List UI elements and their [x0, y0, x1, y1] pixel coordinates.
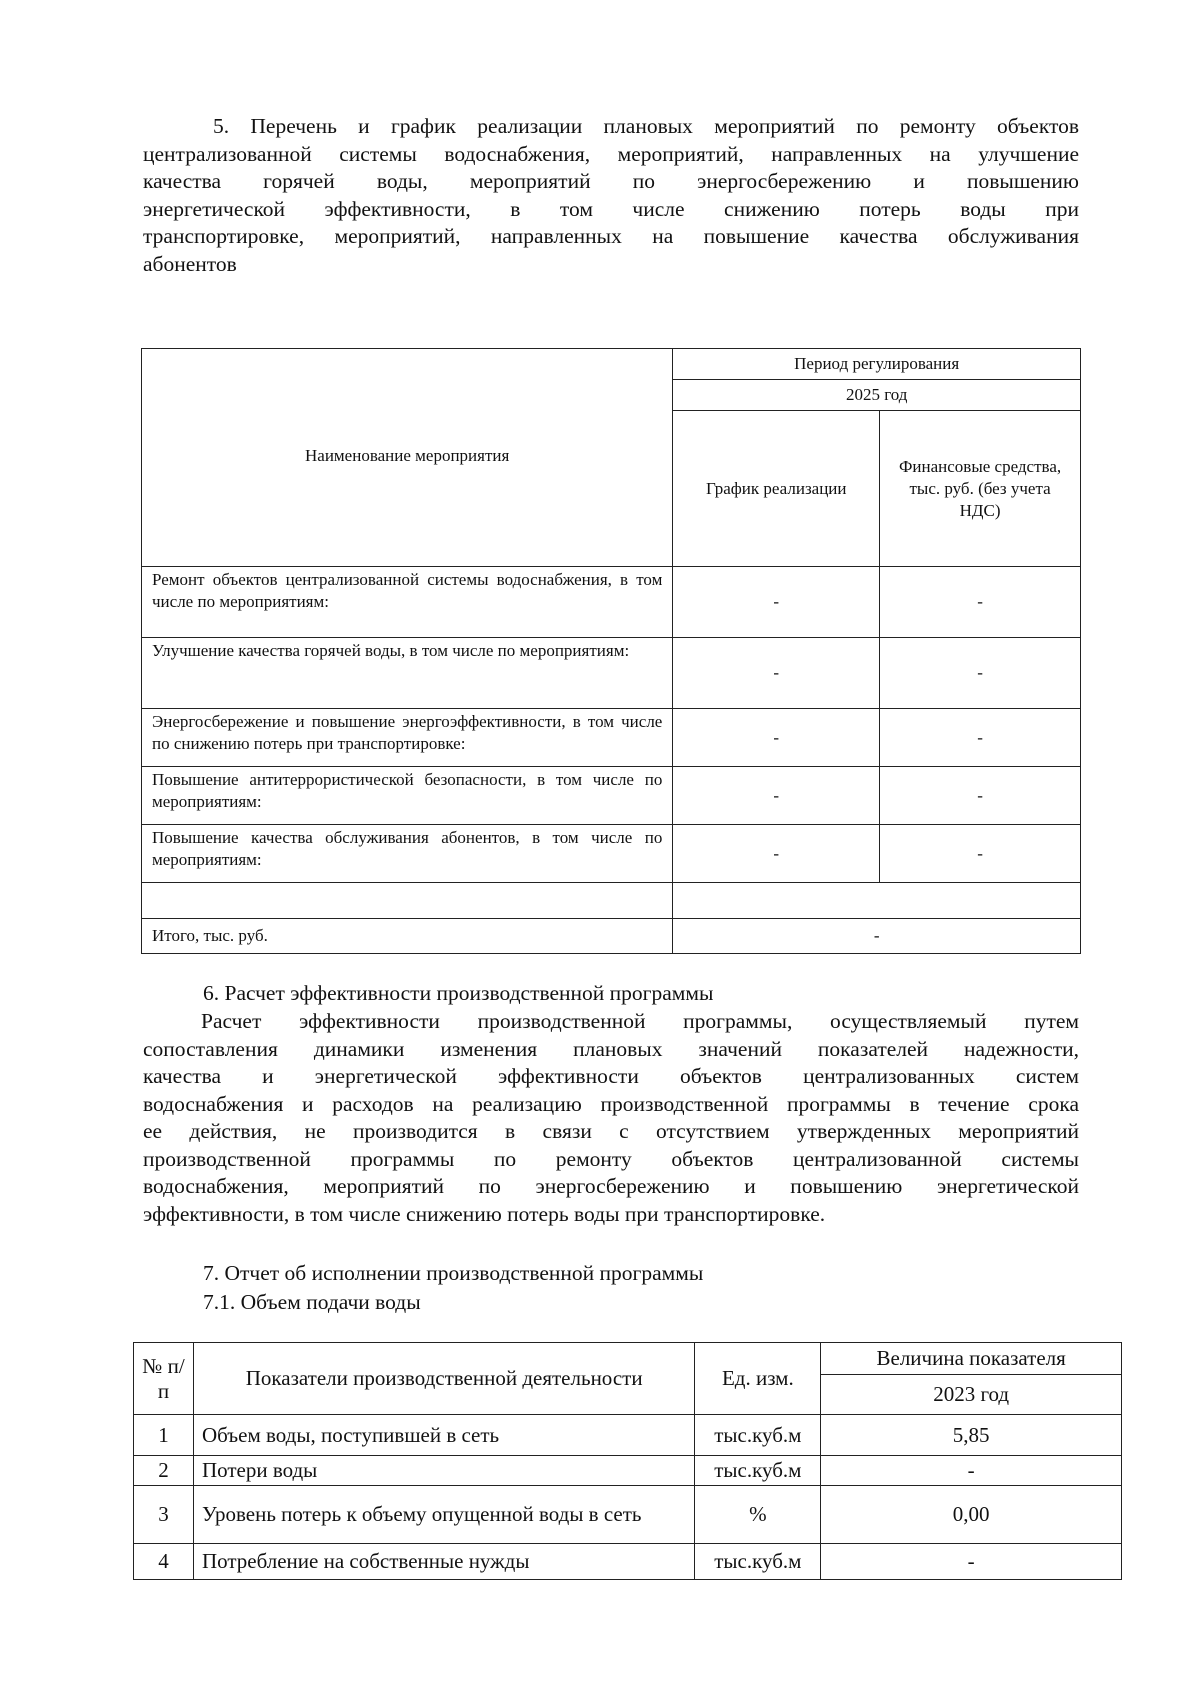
text-line: качества и энергетической эффективности объектов централизованных систем — [143, 1064, 1079, 1088]
text-line: водоснабжения, мероприятий по энергосбережению и повышению энергетической — [143, 1174, 1079, 1198]
row-indicator: Объем воды, поступившей в сеть — [193, 1415, 694, 1456]
section-5-heading — [143, 113, 1079, 278]
header-year: 2025 год — [673, 380, 1081, 411]
row-number: 3 — [134, 1486, 194, 1544]
total-label: Итого, тыс. руб. — [142, 919, 673, 954]
measure-finance: - — [880, 638, 1081, 709]
measure-name: Улучшение качества горячей воды, в том числе по мероприятиям: — [142, 638, 673, 709]
total-value: - — [673, 919, 1081, 954]
measure-finance: - — [880, 767, 1081, 825]
measure-name: Ремонт объектов централизованной системы водоснабжения, в том числе по мероприятиям: — [142, 567, 673, 638]
text-line: энергетической эффективности, в том числе снижению потерь воды при — [143, 196, 1079, 221]
measure-finance: - — [880, 825, 1081, 883]
section-7-1-title: 7.1. Объем подачи воды — [203, 1290, 421, 1314]
measure-schedule: - — [673, 767, 880, 825]
measure-finance: - — [880, 567, 1081, 638]
measure-schedule: - — [673, 709, 880, 767]
text-line: централизованной системы водоснабжения, мероприятий, направленных на улучшение — [143, 141, 1079, 166]
header-number: № п/п — [134, 1343, 194, 1415]
section-6-paragraph — [143, 1008, 1079, 1228]
water-supply-table — [133, 1342, 1122, 1580]
header-finance: Финансовые средства, тыс. руб. (без учета НДС) — [880, 411, 1081, 567]
row-unit: % — [695, 1486, 821, 1544]
measure-name: Энергосбережение и повышение энергоэффективности, в том числе по снижению потерь при транспортировке: — [142, 709, 673, 767]
measures-table — [141, 348, 1081, 954]
header-indicator: Показатели производственной деятельности — [193, 1343, 694, 1415]
header-period: Период регулирования — [673, 349, 1081, 380]
header-value: Величина показателя — [821, 1343, 1122, 1375]
text-line: ее действия, не производится в связи с отсутствием утвержденных мероприятий — [143, 1119, 1079, 1143]
empty-cell — [673, 883, 1081, 919]
row-value: 0,00 — [821, 1486, 1122, 1544]
row-indicator: Потери воды — [193, 1456, 694, 1486]
row-unit: тыс.куб.м — [695, 1456, 821, 1486]
row-indicator: Уровень потерь к объему опущенной воды в сеть — [193, 1486, 694, 1544]
header-year: 2023 год — [821, 1375, 1122, 1415]
measure-name: Повышение антитеррористической безопасности, в том числе по мероприятиям: — [142, 767, 673, 825]
text-line: эффективности, в том числе снижению потерь воды при транспортировке. — [143, 1201, 826, 1226]
measure-name: Повышение качества обслуживания абонентов, в том числе по мероприятиям: — [142, 825, 673, 883]
measure-schedule: - — [673, 825, 880, 883]
text-line: сопоставления динамики изменения плановых значений показателей надежности, — [143, 1036, 1079, 1061]
row-value: - — [821, 1544, 1122, 1580]
text-line: Расчет эффективности производственной программы, осуществляемый путем — [201, 1009, 1079, 1033]
row-unit: тыс.куб.м — [695, 1544, 821, 1580]
measure-finance: - — [880, 709, 1081, 767]
measure-schedule: - — [673, 638, 880, 709]
text-line: абонентов — [143, 251, 237, 276]
row-number: 1 — [134, 1415, 194, 1456]
empty-cell — [142, 883, 673, 919]
row-number: 4 — [134, 1544, 194, 1580]
row-unit: тыс.куб.м — [695, 1415, 821, 1456]
text-line: транспортировке, мероприятий, направленных на повышение качества обслуживания — [143, 224, 1079, 248]
row-value: 5,85 — [821, 1415, 1122, 1456]
section-6-title: 6. Расчет эффективности производственной программы — [203, 981, 714, 1005]
text-line: качества горячей воды, мероприятий по энергосбережению и повышению — [143, 169, 1079, 193]
row-indicator: Потребление на собственные нужды — [193, 1544, 694, 1580]
section-7-title: 7. Отчет об исполнении производственной программы — [203, 1261, 704, 1285]
row-number: 2 — [134, 1456, 194, 1486]
header-unit: Ед. изм. — [695, 1343, 821, 1415]
header-measure-name: Наименование мероприятия — [142, 349, 673, 567]
header-schedule: График реализации — [673, 411, 880, 567]
text-line: 5. Перечень и график реализации плановых мероприятий по ремонту объектов — [213, 114, 1079, 138]
text-line: производственной программы по ремонту объектов централизованной системы — [143, 1146, 1079, 1171]
text-line: водоснабжения и расходов на реализацию производственной программы в течение срока — [143, 1091, 1079, 1116]
row-value: - — [821, 1456, 1122, 1486]
measure-schedule: - — [673, 567, 880, 638]
